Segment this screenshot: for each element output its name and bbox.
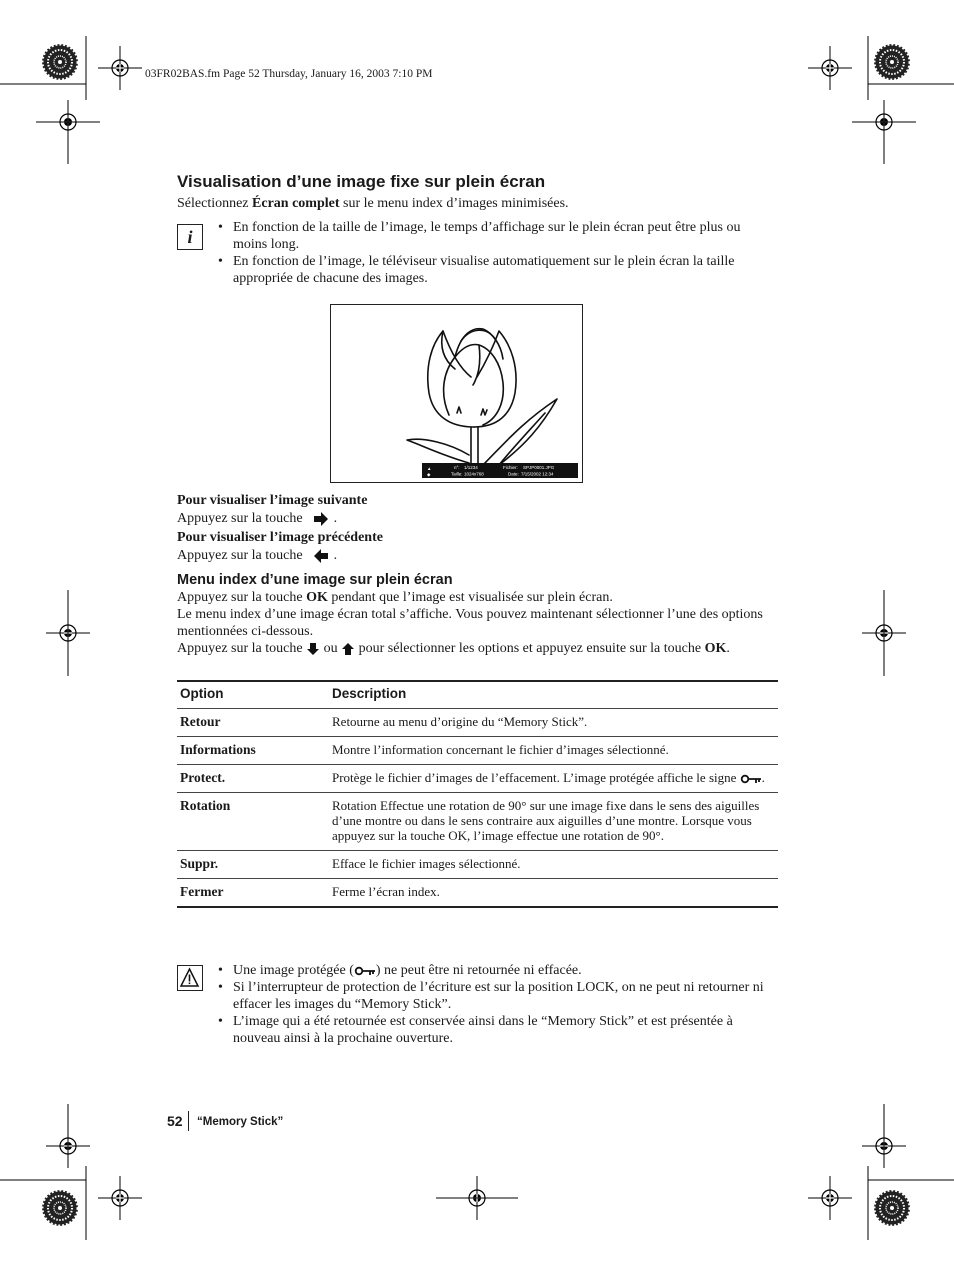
option-description: Rotation Effectue une rotation de 90° sur une image fixe dans le sens des aiguilles d’une montre ou dans le sens contraire aux aiguilles d’une montre. Lorsque vous appuyez sur la touche OK, l’image effectue une rotation de 90°. [329, 793, 778, 851]
table-row [177, 737, 778, 765]
warning-item [218, 962, 778, 979]
fullscreen-image-figure [330, 304, 583, 483]
info-no-value: 1/1234 [464, 465, 478, 470]
prev-image-period: . [333, 548, 338, 563]
warning-icon [177, 965, 203, 991]
options-table [177, 680, 778, 908]
info-icon: i [177, 224, 203, 250]
option-name: Rotation [177, 793, 329, 851]
text-span: Une image protégée ( [233, 963, 354, 978]
tulip-illustration [331, 305, 582, 482]
next-image-instruction [177, 510, 337, 527]
footer-section-label: “Memory Stick” [197, 1116, 284, 1128]
intro-prefix: Sélectionnez [177, 196, 253, 211]
text-span: ) ne peut être ni retournée ni effacée. [375, 963, 582, 978]
text-span: pour sélectionner les options et appuyez ensuite sur la touche [358, 641, 702, 656]
info-file-value: SPJP0001.JPG [523, 465, 555, 470]
page-title: Visualisation d’une image fixe sur plein écran [177, 172, 546, 191]
svg-text:◆: ◆ [427, 472, 431, 477]
section-paragraph [177, 589, 777, 657]
prev-image-heading: Pour visualiser l’image précédente [177, 530, 383, 545]
column-header-option: Option [177, 681, 329, 709]
paragraph-line [177, 640, 777, 657]
table-row [177, 765, 778, 793]
print-header-info: 03FR02BAS.fm Page 52 Thursday, January 16, 2003 7:10 PM [145, 68, 433, 80]
column-header-description: Description [329, 681, 778, 709]
option-name: Retour [177, 709, 329, 737]
note-item: • En fonction de la taille de l’image, le temps d’affichage sur le plein écran peut être plus ou moins long. [218, 219, 778, 253]
option-name: Fermer [177, 879, 329, 908]
info-date-value: 7/15/2002 12:34 [521, 471, 554, 477]
text-span: pendant que l’image est visualisée sur plein écran. [327, 590, 613, 605]
arrow-left-icon [312, 549, 330, 563]
paragraph-line: Le menu index d’une image écran total s’affiche. Vous pouvez maintenant sélectionner l’une des options mentionnées ci-dessous. [177, 607, 763, 639]
table-row [177, 793, 778, 851]
intro-paragraph [177, 195, 569, 212]
option-description: Retourne au menu d’origine du “Memory Stick”. [329, 709, 778, 737]
option-description: Efface le fichier images sélectionné. [329, 851, 778, 879]
svg-text:▲: ▲ [427, 466, 432, 471]
warning-item: • Si l’interrupteur de protection de l’écriture est sur la position LOCK, on ne peut ni retourner ni effacer les images du “Memory Stick”. [218, 979, 778, 1013]
arrow-down-icon [306, 642, 320, 656]
text-span: . [726, 641, 730, 656]
option-description [329, 765, 778, 793]
warnings-list [218, 962, 778, 1047]
option-description-text: Protège le fichier d’images de l’effacement. L’image protégée affiche le signe [332, 770, 737, 785]
next-image-period: . [333, 511, 338, 526]
next-image-heading: Pour visualiser l’image suivante [177, 493, 368, 508]
intro-bold: Écran complet [252, 196, 340, 211]
option-description: Ferme l’écran index. [329, 879, 778, 908]
key-icon [354, 966, 376, 976]
info-date-label: Date: [508, 471, 519, 477]
option-name: Informations [177, 737, 329, 765]
section-heading: Menu index d’une image sur plein écran [177, 572, 453, 588]
option-name: Protect. [177, 765, 329, 793]
prev-image-text: Appuyez sur la touche [177, 548, 303, 563]
note-item: • En fonction de l’image, le téléviseur visualise automatiquement sur le plein écran la taille appropriée de chacune des images. [218, 253, 778, 287]
option-description: Montre l’information concernant le fichier d’images sélectionné. [329, 737, 778, 765]
table-row [177, 709, 778, 737]
info-file-label: Fichier: [503, 465, 518, 470]
option-name: Suppr. [177, 851, 329, 879]
prev-image-instruction [177, 547, 337, 564]
option-description-end: . [761, 770, 765, 785]
key-icon [740, 774, 762, 784]
notes-list [218, 219, 778, 287]
table-row [177, 879, 778, 908]
warning-item: • L’image qui a été retournée est conservée ainsi dans le “Memory Stick” et est présentée à nouveau ainsi à la prochaine ouverture. [218, 1013, 778, 1047]
table-row [177, 851, 778, 879]
arrow-up-icon [341, 642, 355, 656]
info-size-value: 1024x768 [464, 471, 484, 477]
ok-key-label: OK [704, 641, 727, 656]
next-image-text: Appuyez sur la touche [177, 511, 303, 526]
intro-suffix: sur le menu index d’images minimisées. [339, 196, 569, 211]
arrow-right-icon [312, 512, 330, 526]
info-no-label: n°: [454, 465, 460, 470]
footer-divider [188, 1111, 189, 1131]
paragraph-line [177, 589, 777, 606]
info-size-label: Taille: [451, 471, 463, 477]
text-span: Appuyez sur la touche [177, 641, 303, 656]
page-number: 52 [167, 1113, 183, 1129]
table-header-row [177, 681, 778, 709]
text-span: Appuyez sur la touche [177, 590, 307, 605]
ok-key-label: OK [306, 590, 328, 605]
text-span: ou [323, 641, 338, 656]
